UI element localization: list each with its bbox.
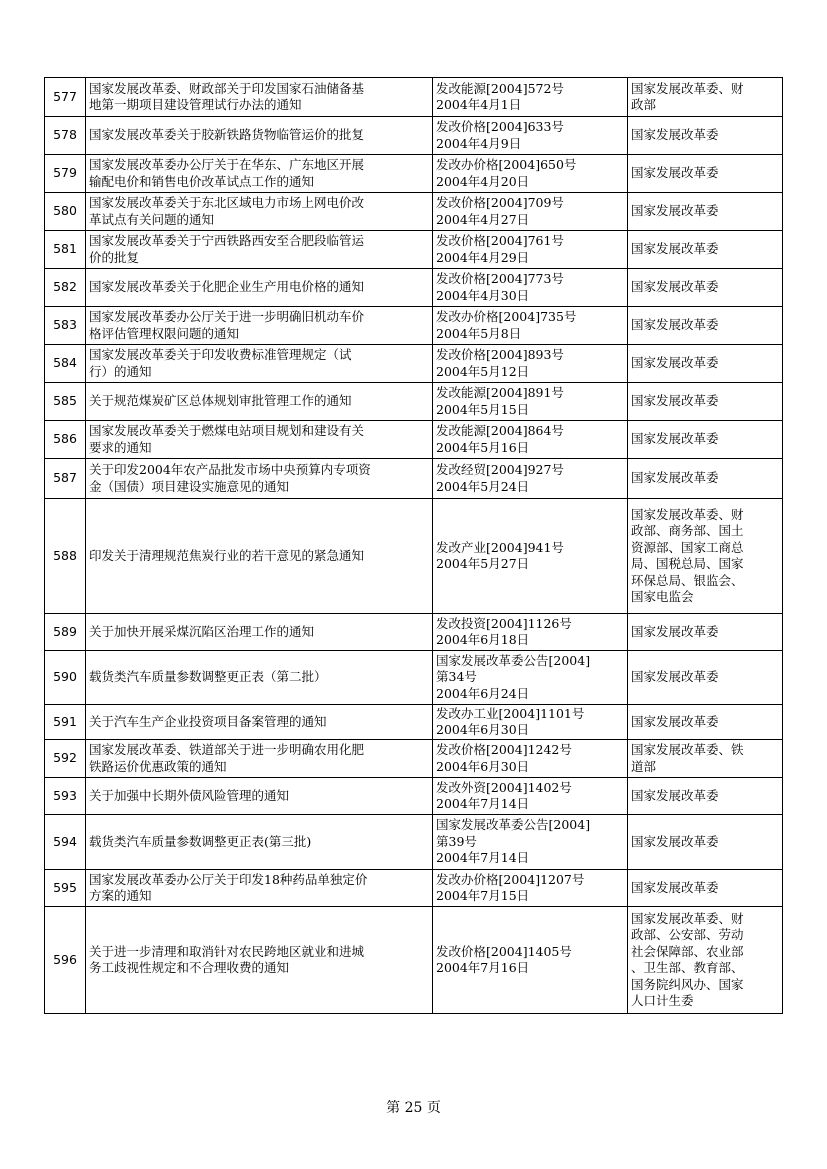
document-number-cell <box>433 459 628 499</box>
issuing-authority-line: 政部、公安部、劳动 <box>631 927 744 942</box>
document-title-line: 国家发展改革委关于燃煤电站项目规划和建设有关 <box>89 423 365 438</box>
document-title-line: 关于进一步清理和取消针对农民跨地区就业和进城 <box>89 943 365 959</box>
document-title-line: 国家发展改革委关于宁西铁路西安至合肥段临管运 <box>89 233 365 248</box>
issuing-authority-line: 国家发展改革委 <box>631 317 719 333</box>
document-number-line: 发改产业[2004]941号 <box>436 539 564 555</box>
document-number-line: 发改价格[2004]761号 <box>436 233 564 248</box>
issuing-authority-line: 国家发展改革委、铁 <box>631 742 744 757</box>
row-number-cell: 588 <box>45 499 86 614</box>
document-number-cell <box>433 651 628 705</box>
document-title-cell <box>86 907 433 1014</box>
document-number-line: 2004年5月24日 <box>436 478 530 494</box>
document-number-line: 2004年4月29日 <box>436 249 530 265</box>
issuing-authority-line: 、卫生部、教育部、 <box>631 960 744 975</box>
document-number-line: 发改价格[2004]1405号 <box>436 943 572 959</box>
table-row <box>45 155 783 193</box>
document-number-line: 2004年7月14日 <box>436 850 530 866</box>
document-title-cell <box>86 870 433 907</box>
document-title-line: 金（国债）项目建设实施意见的通知 <box>89 478 290 494</box>
row-number-cell: 586 <box>45 421 86 459</box>
row-number-cell: 577 <box>45 78 86 117</box>
table-row <box>45 193 783 231</box>
issuing-authority-cell <box>628 651 783 705</box>
document-title-line: 国家发展改革委关于化肥企业生产用电价格的通知 <box>89 279 365 295</box>
document-title-line: 铁路运价优惠政策的通知 <box>89 758 227 774</box>
document-number-line: 国家发展改革委公告[2004] <box>436 652 591 668</box>
issuing-authority-cell <box>628 345 783 383</box>
document-title-cell <box>86 421 433 459</box>
document-title-line: 方案的通知 <box>89 888 152 903</box>
table-row <box>45 231 783 269</box>
document-number-cell <box>433 78 628 117</box>
document-number-line: 第39号 <box>436 833 477 849</box>
issuing-authority-cell <box>628 705 783 740</box>
document-title-cell <box>86 78 433 117</box>
issuing-authority-line: 国家电监会 <box>631 589 694 604</box>
row-number-cell: 587 <box>45 459 86 499</box>
issuing-authority-line: 局、国税总局、国家 <box>631 556 744 571</box>
document-title-cell <box>86 193 433 231</box>
document-number-line: 第34号 <box>436 669 477 685</box>
document-number-cell <box>433 155 628 193</box>
document-title-line: 国家发展改革委、铁道部关于进一步明确农用化肥 <box>89 742 365 757</box>
issuing-authority-cell <box>628 614 783 651</box>
document-number-line: 2004年6月24日 <box>436 685 530 701</box>
table-row <box>45 651 783 705</box>
document-number-line: 发改价格[2004]773号 <box>436 271 564 286</box>
issuing-authority-cell <box>628 193 783 231</box>
document-number-line: 发改办工业[2004]1101号 <box>436 705 585 721</box>
document-title-cell <box>86 614 433 651</box>
table-row <box>45 78 783 117</box>
document-number-line: 2004年5月27日 <box>436 556 530 571</box>
issuing-authority-cell <box>628 740 783 778</box>
issuing-authority-cell <box>628 815 783 870</box>
document-title-line: 革试点有关问题的通知 <box>89 211 215 227</box>
document-title-cell <box>86 778 433 815</box>
document-title-line: 载货类汽车质量参数调整更正表(第三批) <box>89 833 312 849</box>
issuing-authority-cell <box>628 383 783 421</box>
row-number-cell: 594 <box>45 815 86 870</box>
document-number-line: 发改能源[2004]891号 <box>436 385 564 400</box>
document-number-line: 国家发展改革委公告[2004] <box>436 817 591 833</box>
row-number-cell: 589 <box>45 614 86 651</box>
row-number-cell: 585 <box>45 383 86 421</box>
document-title-line: 关于汽车生产企业投资项目备案管理的通知 <box>89 713 327 729</box>
row-number-cell: 590 <box>45 651 86 705</box>
document-number-cell <box>433 117 628 155</box>
row-number-cell: 583 <box>45 307 86 345</box>
issuing-authority-line: 国务院纠风办、国家 <box>631 976 744 992</box>
issuing-authority-line: 政部、商务部、国土 <box>631 523 744 538</box>
row-number-cell: 579 <box>45 155 86 193</box>
issuing-authority-line: 国家发展改革委、财 <box>631 910 744 926</box>
issuing-authority-cell <box>628 231 783 269</box>
document-number-cell <box>433 705 628 740</box>
issuing-authority-line: 社会保障部、农业部 <box>631 943 744 959</box>
issuing-authority-line: 国家发展改革委 <box>631 241 719 257</box>
document-number-line: 2004年6月18日 <box>436 632 530 647</box>
issuing-authority-line: 资源部、国家工商总 <box>631 539 744 555</box>
document-title-line: 国家发展改革委关于印发收费标准管理规定（试 <box>89 347 352 362</box>
document-number-cell <box>433 193 628 231</box>
document-number-cell <box>433 740 628 778</box>
document-number-cell <box>433 383 628 421</box>
issuing-authority-cell <box>628 778 783 815</box>
document-number-line: 发改价格[2004]709号 <box>436 195 564 210</box>
document-number-line: 2004年6月30日 <box>436 758 530 774</box>
document-title-cell <box>86 740 433 778</box>
document-title-line: 务工歧视性规定和不合理收费的通知 <box>89 960 290 975</box>
table-row <box>45 421 783 459</box>
document-title-cell <box>86 269 433 307</box>
document-title-line: 国家发展改革委办公厅关于印发18种药品单独定价 <box>89 871 368 887</box>
document-title-line: 要求的通知 <box>89 439 152 455</box>
table-row <box>45 307 783 345</box>
issuing-authority-cell <box>628 307 783 345</box>
row-number-cell: 592 <box>45 740 86 778</box>
document-number-line: 发改办价格[2004]735号 <box>436 309 577 324</box>
document-title-line: 格评估管理权限问题的通知 <box>89 325 240 341</box>
issuing-authority-line: 国家发展改革委 <box>631 279 719 295</box>
table-row <box>45 870 783 907</box>
issuing-authority-line: 国家发展改革委 <box>631 787 719 803</box>
document-title-cell <box>86 231 433 269</box>
document-number-cell <box>433 907 628 1014</box>
document-title-line: 国家发展改革委关于东北区域电力市场上网电价改 <box>89 195 365 210</box>
table-row <box>45 614 783 651</box>
row-number-cell: 582 <box>45 269 86 307</box>
document-title-cell <box>86 117 433 155</box>
document-title-cell <box>86 499 433 614</box>
row-number-cell: 591 <box>45 705 86 740</box>
document-title-line: 行）的通知 <box>89 363 152 379</box>
table-row <box>45 269 783 307</box>
document-number-line: 发改能源[2004]572号 <box>436 80 564 96</box>
row-number-cell: 584 <box>45 345 86 383</box>
document-title-line: 国家发展改革委关于胶新铁路货物临管运价的批复 <box>89 127 365 143</box>
document-title-cell <box>86 307 433 345</box>
table-row <box>45 459 783 499</box>
issuing-authority-line: 国家发展改革委 <box>631 833 719 849</box>
document-title-cell <box>86 155 433 193</box>
document-title-line: 国家发展改革委办公厅关于进一步明确旧机动车价 <box>89 309 365 324</box>
document-title-line: 印发关于清理规范焦炭行业的若干意见的紧急通知 <box>89 547 365 563</box>
document-number-cell <box>433 269 628 307</box>
table-row <box>45 345 783 383</box>
document-number-cell <box>433 499 628 614</box>
document-number-line: 发改投资[2004]1126号 <box>436 615 572 631</box>
document-number-cell <box>433 815 628 870</box>
table-row <box>45 815 783 870</box>
document-number-line: 2004年4月30日 <box>436 287 530 303</box>
document-number-cell <box>433 345 628 383</box>
document-title-line: 国家发展改革委办公厅关于在华东、广东地区开展 <box>89 157 365 172</box>
document-number-line: 发改价格[2004]1242号 <box>436 742 572 757</box>
document-title-line: 地第一期项目建设管理试行办法的通知 <box>89 97 302 112</box>
document-title-line: 关于加快开展采煤沉陷区治理工作的通知 <box>89 623 315 639</box>
document-number-line: 2004年7月16日 <box>436 960 530 975</box>
document-title-cell <box>86 459 433 499</box>
document-number-line: 2004年5月8日 <box>436 325 522 341</box>
row-number-cell: 593 <box>45 778 86 815</box>
table-row <box>45 705 783 740</box>
document-number-cell <box>433 421 628 459</box>
issuing-authority-cell <box>628 117 783 155</box>
document-number-line: 2004年4月27日 <box>436 211 530 227</box>
issuing-authority-line: 国家发展改革委 <box>631 203 719 219</box>
issuing-authority-line: 国家发展改革委、财 <box>631 506 744 522</box>
document-number-line: 发改办价格[2004]1207号 <box>436 871 585 887</box>
document-title-cell <box>86 815 433 870</box>
issuing-authority-line: 国家发展改革委 <box>631 669 719 685</box>
document-number-line: 发改价格[2004]633号 <box>436 119 564 134</box>
table-row <box>45 778 783 815</box>
page-number: 第 25 页 <box>386 1100 441 1116</box>
document-number-line: 2004年4月1日 <box>436 97 522 112</box>
document-title-line: 关于印发2004年农产品批发市场中央预算内专项资 <box>89 462 371 477</box>
table-row <box>45 907 783 1014</box>
issuing-authority-line: 道部 <box>631 758 657 774</box>
issuing-authority-line: 国家发展改革委 <box>631 165 719 181</box>
issuing-authority-cell <box>628 907 783 1014</box>
issuing-authority-cell <box>628 269 783 307</box>
issuing-authority-cell <box>628 459 783 499</box>
table-row <box>45 499 783 614</box>
row-number-cell: 596 <box>45 907 86 1014</box>
document-number-cell <box>433 870 628 907</box>
table-body <box>45 78 783 1014</box>
document-title-line: 国家发展改革委、财政部关于印发国家石油储备基 <box>89 80 365 96</box>
row-number-cell: 578 <box>45 117 86 155</box>
row-number-cell: 581 <box>45 231 86 269</box>
issuing-authority-cell <box>628 870 783 907</box>
document-table <box>44 77 783 1014</box>
document-number-line: 发改外资[2004]1402号 <box>436 779 572 795</box>
document-number-line: 2004年7月15日 <box>436 888 530 903</box>
issuing-authority-line: 国家发展改革委 <box>631 879 719 895</box>
issuing-authority-line: 国家发展改革委 <box>631 470 719 486</box>
issuing-authority-line: 政部 <box>631 97 657 112</box>
issuing-authority-line: 人口计生委 <box>631 993 694 1008</box>
document-title-line: 关于规范煤炭矿区总体规划审批管理工作的通知 <box>89 393 352 409</box>
document-number-cell <box>433 307 628 345</box>
issuing-authority-line: 国家发展改革委 <box>631 355 719 371</box>
issuing-authority-cell <box>628 499 783 614</box>
document-number-line: 2004年4月9日 <box>436 135 522 151</box>
issuing-authority-line: 国家发展改革委 <box>631 127 719 143</box>
table-row <box>45 383 783 421</box>
document-number-cell <box>433 231 628 269</box>
document-title-cell <box>86 383 433 421</box>
document-number-cell <box>433 778 628 815</box>
issuing-authority-cell <box>628 78 783 117</box>
issuing-authority-line: 国家发展改革委 <box>631 431 719 447</box>
row-number-cell: 595 <box>45 870 86 907</box>
document-number-line: 发改办价格[2004]650号 <box>436 157 577 172</box>
issuing-authority-line: 国家发展改革委 <box>631 393 719 409</box>
document-title-line: 载货类汽车质量参数调整更正表（第二批） <box>89 669 327 685</box>
issuing-authority-line: 国家发展改革委、财 <box>631 80 744 96</box>
document-number-line: 2004年4月20日 <box>436 173 530 189</box>
table-row <box>45 117 783 155</box>
document-number-line: 2004年5月12日 <box>436 363 530 379</box>
document-title-cell <box>86 705 433 740</box>
document-number-line: 发改经贸[2004]927号 <box>436 462 564 477</box>
document-title-line: 价的批复 <box>89 249 140 265</box>
document-title-cell <box>86 651 433 705</box>
document-title-line: 关于加强中长期外债风险管理的通知 <box>89 787 290 803</box>
issuing-authority-cell <box>628 421 783 459</box>
issuing-authority-cell <box>628 155 783 193</box>
document-number-line: 发改价格[2004]893号 <box>436 347 564 362</box>
document-number-line: 2004年5月16日 <box>436 439 530 455</box>
document-number-line: 2004年5月15日 <box>436 401 530 417</box>
document-title-cell <box>86 345 433 383</box>
document-number-line: 2004年6月30日 <box>436 722 530 737</box>
document-title-line: 输配电价和销售电价改革试点工作的通知 <box>89 173 315 189</box>
issuing-authority-line: 环保总局、银监会、 <box>631 572 744 588</box>
table-row <box>45 740 783 778</box>
document-number-line: 2004年7月14日 <box>436 796 530 811</box>
document-number-cell <box>433 614 628 651</box>
issuing-authority-line: 国家发展改革委 <box>631 623 719 639</box>
document-number-line: 发改能源[2004]864号 <box>436 423 564 438</box>
issuing-authority-line: 国家发展改革委 <box>631 713 719 729</box>
row-number-cell: 580 <box>45 193 86 231</box>
